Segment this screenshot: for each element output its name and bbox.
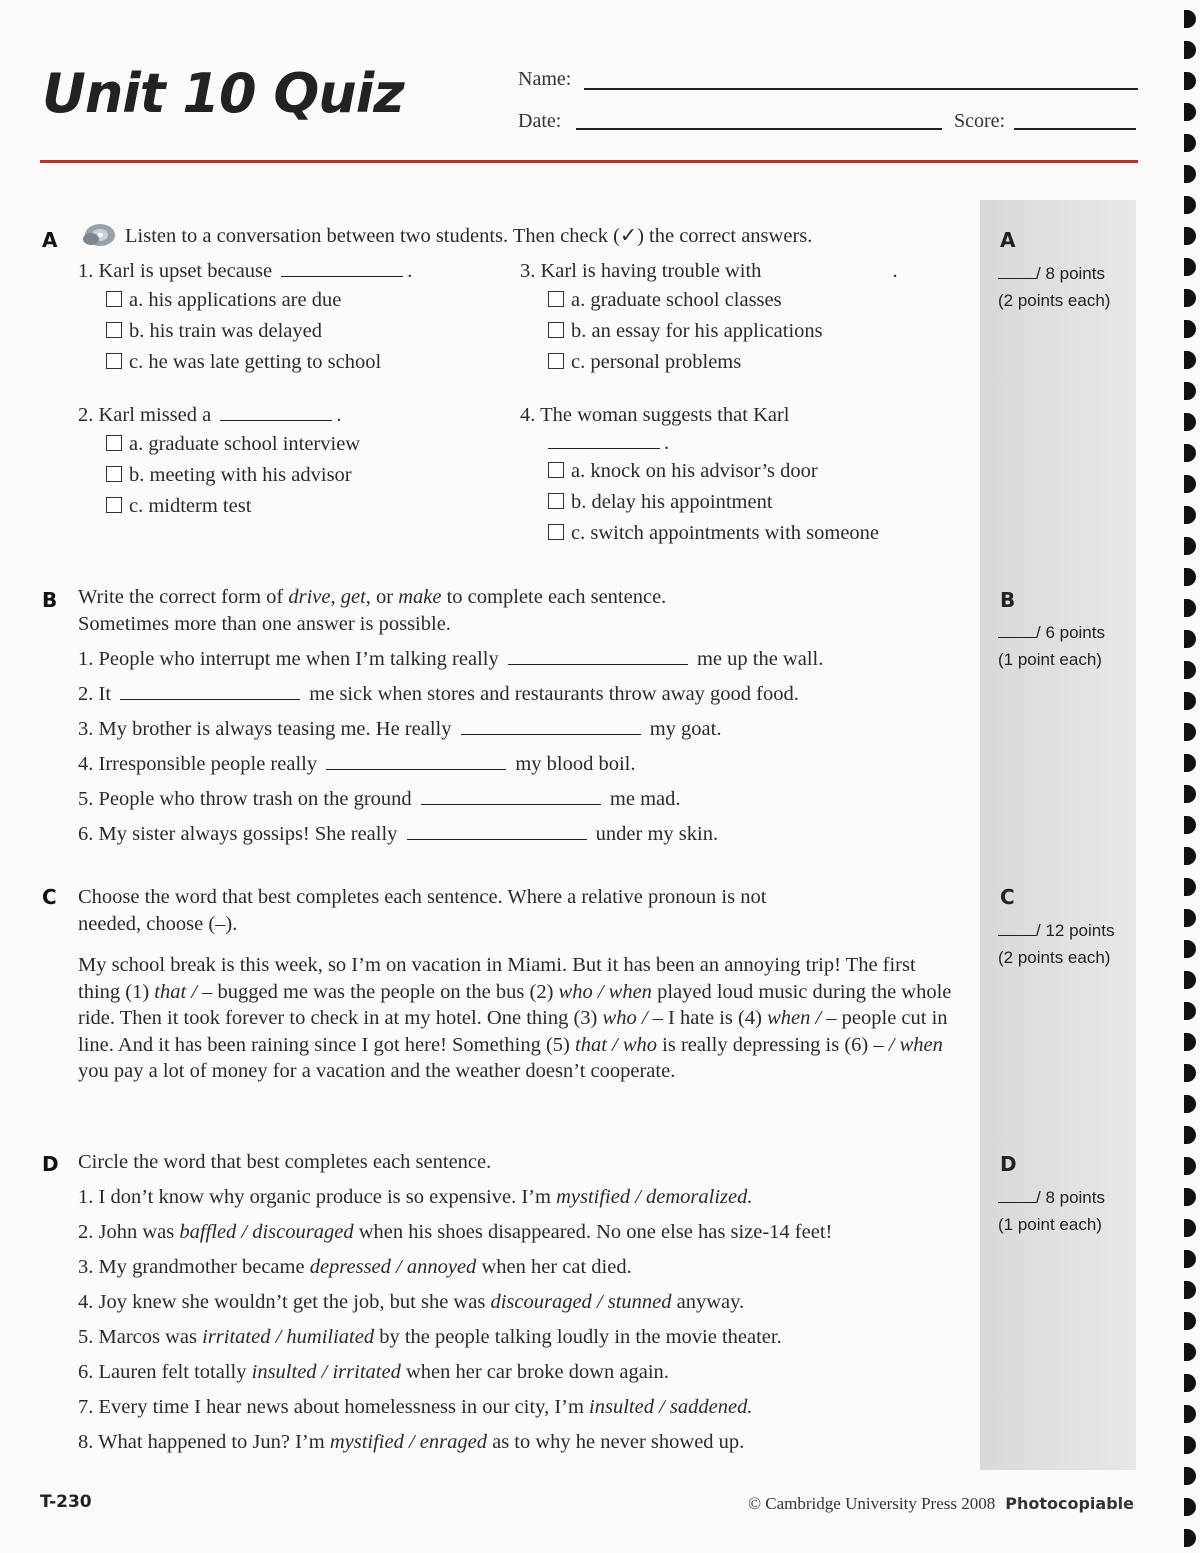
checkbox[interactable] xyxy=(106,322,122,338)
points-d: / 8 points xyxy=(998,1188,1105,1208)
question-a1: 1. Karl is upset because . xyxy=(78,260,413,282)
section-a-instructions: Listen to a conversation between two students. Then check (✓) the correct answers. xyxy=(125,225,813,247)
spiral-ring xyxy=(1184,816,1196,834)
spiral-ring xyxy=(1184,165,1196,183)
name-label: Name: xyxy=(518,68,572,90)
spiral-ring xyxy=(1184,320,1196,338)
date-field[interactable] xyxy=(576,128,942,130)
spiral-ring xyxy=(1184,878,1196,896)
sentence-d7: 7. Every time I hear news about homelessness in our city, I’m insulted / saddened. xyxy=(78,1396,753,1418)
sentence-d5: 5. Marcos was irritated / humiliated by the people talking loudly in the movie theater. xyxy=(78,1326,782,1348)
answer-blank-b2[interactable] xyxy=(120,683,300,700)
choice-c6[interactable]: – / when xyxy=(873,1033,943,1056)
spiral-ring xyxy=(1184,134,1196,152)
spiral-ring xyxy=(1184,537,1196,555)
sentence-b3: 3. My brother is always teasing me. He really my goat. xyxy=(78,718,722,740)
score-sidebar xyxy=(980,200,1136,1470)
spiral-ring xyxy=(1184,1498,1196,1516)
page-title: Unit 10 Quiz xyxy=(42,62,404,125)
points-each-c: (2 points each) xyxy=(998,948,1111,967)
option-a1-b[interactable]: b. his train was delayed xyxy=(106,320,322,343)
sidebar-letter-b: B xyxy=(1000,588,1016,612)
option-a3-a[interactable]: a. graduate school classes xyxy=(548,289,782,312)
score-field[interactable] xyxy=(1014,128,1136,130)
spiral-ring xyxy=(1184,630,1196,648)
spiral-ring xyxy=(1184,289,1196,307)
answer-blank-b4[interactable] xyxy=(326,753,506,770)
spiral-ring xyxy=(1184,847,1196,865)
option-a1-a[interactable]: a. his applications are due xyxy=(106,289,341,312)
sentence-d6: 6. Lauren felt totally insulted / irritated when her car broke down again. xyxy=(78,1361,669,1383)
spiral-ring xyxy=(1184,568,1196,586)
choice-d4[interactable]: discouraged / stunned xyxy=(490,1291,672,1313)
choice-c1[interactable]: that / – xyxy=(154,980,213,1003)
points-each-b: (1 point each) xyxy=(998,650,1102,669)
sentence-d4: 4. Joy knew she wouldn’t get the job, but she was discouraged / stunned anyway. xyxy=(78,1291,745,1313)
option-a3-c[interactable]: c. personal problems xyxy=(548,351,741,374)
option-a1-c[interactable]: c. he was late getting to school xyxy=(106,351,381,374)
spiral-ring xyxy=(1184,940,1196,958)
sidebar-letter-c: C xyxy=(1000,885,1015,909)
checkbox[interactable] xyxy=(548,462,564,478)
option-a4-c[interactable]: c. switch appointments with someone xyxy=(548,522,879,545)
answer-blank-b1[interactable] xyxy=(508,648,688,665)
page-number: T-230 xyxy=(40,1492,92,1512)
checkbox[interactable] xyxy=(106,435,122,451)
spiral-binding xyxy=(1176,0,1200,1553)
question-a4-blank: . xyxy=(548,430,669,457)
spiral-ring xyxy=(1184,1529,1196,1547)
answer-blank xyxy=(771,260,889,277)
checkbox[interactable] xyxy=(106,466,122,482)
points-each-a: (2 points each) xyxy=(998,291,1111,310)
spiral-ring xyxy=(1184,103,1196,121)
score-blank-c[interactable] xyxy=(998,921,1036,936)
spiral-ring xyxy=(1184,227,1196,245)
spiral-ring xyxy=(1184,692,1196,710)
option-a2-b[interactable]: b. meeting with his advisor xyxy=(106,464,352,487)
question-a2: 2. Karl missed a . xyxy=(78,404,342,426)
spiral-ring xyxy=(1184,723,1196,741)
spiral-ring xyxy=(1184,1281,1196,1299)
sentence-b6: 6. My sister always gossips! She really under my skin. xyxy=(78,823,719,845)
sentence-d2: 2. John was baffled / discouraged when his shoes disappeared. No one else has size-14 feet! xyxy=(78,1221,833,1243)
answer-blank xyxy=(548,432,660,449)
section-d-instructions: Circle the word that best completes each sentence. xyxy=(78,1151,492,1173)
option-a2-c[interactable]: c. midterm test xyxy=(106,495,251,518)
option-a2-a[interactable]: a. graduate school interview xyxy=(106,433,360,456)
spiral-ring xyxy=(1184,1219,1196,1237)
score-blank-b[interactable] xyxy=(998,623,1036,638)
section-c-instructions: Choose the word that best completes each sentence. Where a relative pronoun is not xyxy=(78,886,767,908)
checkbox[interactable] xyxy=(548,322,564,338)
spiral-ring xyxy=(1184,10,1196,28)
spiral-ring xyxy=(1184,1312,1196,1330)
spiral-ring xyxy=(1184,382,1196,400)
spiral-ring xyxy=(1184,754,1196,772)
spiral-ring xyxy=(1184,413,1196,431)
spiral-ring xyxy=(1184,1188,1196,1206)
checkbox[interactable] xyxy=(548,353,564,369)
name-field[interactable] xyxy=(584,88,1138,90)
choice-c4[interactable]: when / – xyxy=(767,1007,837,1029)
checkbox[interactable] xyxy=(548,493,564,509)
spiral-ring xyxy=(1184,506,1196,524)
choice-c3[interactable]: who / – xyxy=(602,1007,663,1029)
spiral-ring xyxy=(1184,1436,1196,1454)
spiral-ring xyxy=(1184,1343,1196,1361)
answer-blank xyxy=(220,404,332,421)
answer-blank-b5[interactable] xyxy=(421,788,601,805)
checkbox[interactable] xyxy=(106,353,122,369)
answer-blank xyxy=(281,260,403,277)
sentence-b4: 4. Irresponsible people really my blood boil. xyxy=(78,753,636,775)
spiral-ring xyxy=(1184,1033,1196,1051)
answer-blank-b6[interactable] xyxy=(407,823,587,840)
spiral-ring xyxy=(1184,599,1196,617)
points-c: / 12 points xyxy=(998,921,1114,941)
choice-d6[interactable]: insulted / irritated xyxy=(251,1361,401,1383)
header-divider xyxy=(40,160,1138,163)
spiral-ring xyxy=(1184,971,1196,989)
checkbox[interactable] xyxy=(548,524,564,540)
choice-c2[interactable]: who / when xyxy=(558,980,652,1003)
spiral-ring xyxy=(1184,1095,1196,1113)
section-b-instructions: Write the correct form of drive, get, or make to complete each sentence. xyxy=(78,586,667,608)
option-a4-a[interactable]: a. knock on his advisor’s door xyxy=(548,460,818,483)
sentence-d8: 8. What happened to Jun? I’m mystified / enraged as to why he never showed up. xyxy=(78,1431,745,1453)
choice-d5[interactable]: irritated / humiliated xyxy=(202,1326,375,1348)
section-b-note: Sometimes more than one answer is possible. xyxy=(78,613,451,635)
sentence-b2: 2. It me sick when stores and restaurants throw away good food. xyxy=(78,683,799,705)
points-each-d: (1 point each) xyxy=(998,1215,1102,1234)
spiral-ring xyxy=(1184,661,1196,679)
audio-cd-icon[interactable] xyxy=(78,221,118,256)
spiral-ring xyxy=(1184,196,1196,214)
spiral-ring xyxy=(1184,1157,1196,1175)
checkbox[interactable] xyxy=(548,291,564,307)
question-a4: 4. The woman suggests that Karl xyxy=(520,404,790,426)
spiral-ring xyxy=(1184,475,1196,493)
spiral-ring xyxy=(1184,1064,1196,1082)
sentence-b5: 5. People who throw trash on the ground me mad. xyxy=(78,788,681,810)
copyright-notice: © Cambridge University Press 2008 Photocopiable xyxy=(748,1494,1134,1513)
option-a4-b[interactable]: b. delay his appointment xyxy=(548,491,773,514)
section-c-instructions-2: needed, choose (–). xyxy=(78,913,238,935)
choice-d1[interactable]: mystified / demoralized. xyxy=(556,1186,753,1208)
score-blank-d[interactable] xyxy=(998,1188,1036,1203)
section-d-letter: D xyxy=(42,1152,59,1176)
spiral-ring xyxy=(1184,351,1196,369)
checkbox[interactable] xyxy=(106,497,122,513)
choice-d2[interactable]: baffled / discouraged xyxy=(179,1221,354,1243)
spiral-ring xyxy=(1184,258,1196,276)
points-a: / 8 points xyxy=(998,264,1105,284)
choice-d7[interactable]: insulted / saddened. xyxy=(589,1396,753,1418)
sidebar-letter-a: A xyxy=(1000,228,1016,252)
section-c-letter: C xyxy=(42,885,57,909)
spiral-ring xyxy=(1184,1126,1196,1144)
choice-c5[interactable]: that / who xyxy=(575,1033,658,1056)
spiral-ring xyxy=(1184,1002,1196,1020)
section-c-passage: My school break is this week, so I’m on vacation in Miami. But it has been an annoying trip! The first thing (1) that / – bugged me was the people on the bus (2) who / when played loud music during the whole ride. Then it took forever to check in at my hotel. One thing (3) who / – I hate is (4) when / – people cut in line. And it has been raining since I got here! Something (5) that / who is really depressing is (6) – / when you pay a lot of money for a vacation and the weather doesn’t cooperate. xyxy=(78,954,952,1082)
choice-d8[interactable]: mystified / enraged xyxy=(329,1431,487,1453)
spiral-ring xyxy=(1184,785,1196,803)
spiral-ring xyxy=(1184,1467,1196,1485)
spiral-ring xyxy=(1184,1250,1196,1268)
checkbox[interactable] xyxy=(106,291,122,307)
answer-blank-b3[interactable] xyxy=(461,718,641,735)
option-a3-b[interactable]: b. an essay for his applications xyxy=(548,320,823,343)
section-a-letter: A xyxy=(42,228,58,252)
spiral-ring xyxy=(1184,1374,1196,1392)
section-b-letter: B xyxy=(42,588,58,612)
spiral-ring xyxy=(1184,909,1196,927)
sentence-b1: 1. People who interrupt me when I’m talking really me up the wall. xyxy=(78,648,824,670)
date-label: Date: xyxy=(518,110,562,132)
points-b: / 6 points xyxy=(998,623,1105,643)
sentence-d1: 1. I don’t know why organic produce is so expensive. I’m mystified / demoralized. xyxy=(78,1186,753,1208)
photocopiable-label: Photocopiable xyxy=(1005,1494,1134,1513)
spiral-ring xyxy=(1184,444,1196,462)
question-a3: 3. Karl is having trouble with . xyxy=(520,260,898,282)
choice-d3[interactable]: depressed / annoyed xyxy=(309,1256,477,1278)
spiral-ring xyxy=(1184,72,1196,90)
spiral-ring xyxy=(1184,1405,1196,1423)
sidebar-letter-d: D xyxy=(1000,1152,1017,1176)
score-label: Score: xyxy=(954,110,1006,132)
spiral-ring xyxy=(1184,41,1196,59)
score-blank-a[interactable] xyxy=(998,264,1036,279)
sentence-d3: 3. My grandmother became depressed / annoyed when her cat died. xyxy=(78,1256,632,1278)
